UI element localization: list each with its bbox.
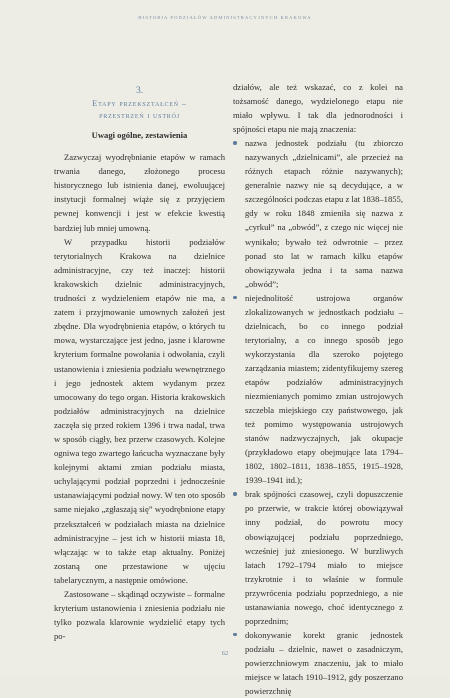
bullet-icon xyxy=(233,633,237,637)
list-item-text: nazwa jednostek podziału (tu zbiorczo nazywanych „dzielnicami”, ale przecież na różnych etapach różnie nazywanych); generalnie nazwy nie są decydujące, a w szczególności podczas etapu z lat 1838–1855, gdy w roku 1848 zmieniła się nazwa z „cyrkuł” na „obwód”, z czego nic więcej nie wynikało; bywało też odwrotnie – przez ponad sto lat w ramach kilku etapów obowiązywała jedna i ta sama nazwa „obwód”; xyxy=(245,138,403,289)
bullet-icon xyxy=(233,141,237,145)
list-item xyxy=(233,487,403,627)
section-number: 3. xyxy=(135,86,144,96)
page-number: 62 xyxy=(221,650,229,657)
bullet-icon xyxy=(233,296,237,300)
section-title-line-2: przestrzeń i ustrój xyxy=(99,111,180,120)
running-head: HISTORIA PODZIAŁÓW ADMINISTRACYJNYCH KRAKOWA xyxy=(138,15,312,20)
subheading: Uwagi ogólne, zestawienia xyxy=(91,130,188,140)
paragraph: W przypadku historii podziałów terytorialnych Krakowa na dzielnice administracyjne, czy też inaczej: historii krakowskich dzielnic administracyjnych, trudności z wydzieleniem etapów nie ma, a zatem i przyjmowanie umownych założeń jest zbędne. Dla wyodrębnienia etapów, o których tu mowa, wystarczające jest jedno, jasne i klarowne kryterium formalne powołania i odwołania, czyli ustanowienia i zniesienia podziału wewnętrznego i jego jednostek aktem wydanym przez umocowany do tego organ. Historia krakowskich podziałów administracyjnych na dzielnice zaczęła się przed rokiem 1396 i trwa nadal, trwa w sposób ciągły, bez przerw czasowych. Kolejne ogniwa tego zwartego łańcucha wyznaczane były kolejnymi aktami zmian podziału miasta, uchylającymi podział poprzedni i jednocześnie ustanawiającymi podział nowy. W ten oto sposób same niejako „zgłaszają się” wyodrębnione etapy przekształceń w podziałach miasta na dzielnice administracyjne – jest ich w historii miasta 18, włączając w to także etap aktualny. Poniżej zostaną one przestawione w ujęciu tabelarycznym, a następnie omówione. xyxy=(54,236,225,585)
list-item xyxy=(233,136,403,291)
right-column xyxy=(233,80,403,698)
bullet-list xyxy=(233,136,403,698)
left-column xyxy=(54,84,225,643)
paragraph: Zazwyczaj wyodrębnianie etapów w ramach trwania danego, złożonego procesu historycznego lub istnienia danej, ewoluującej instytucji formalnej wiąże się z przyjęciem pewnej konwencji i jest w efekcie kwestią bardziej lub mniej umowną. xyxy=(54,152,225,233)
list-item-text: brak spójności czasowej, czyli dopuszczenie po przerwie, w trakcie której obowiązywał inny podział, do powrotu mocy obowiązującej podziału poprzedniego, wcześniej już zniesionego. W burzliwych latach 1792–1794 miało to miejsce trzykrotnie i to właśnie w formule przywrócenia podziału poprzedniego, a nie ustanawiania nowego, choć identycznego z poprzednim; xyxy=(245,489,403,626)
list-item-text: dokonywanie korekt granic jednostek podziału – dzielnic, nawet o zasadniczym, powierzchniowym znaczeniu, jak to miało miejsce w latach 1910–1912, gdy poszerzano powierzchnię xyxy=(245,629,403,697)
list-item xyxy=(233,628,403,698)
list-item xyxy=(233,291,403,488)
section-title-line-1: Etapy przekształceń – xyxy=(92,99,187,108)
list-item-text: niejednolitość ustrojowa organów zlokalizowanych w jednostkach podziału – dzielnicach, bo co innego podział terytorialny, a co innego sposób jego wykorzystania dla szeroko pojętego zarządzania miastem; zidentyfikujemy szereg etapów podziałów administracyjnych niezmienianych pomimo zmian ustrojowych szczebla miejskiego czy państwowego, jak też pomimo występowania ustrojowych stanów nadzwyczajnych, jak okupacje (przykładowo etapy obejmujące lata 1794–1802, 1802–1811, 1838–1855, 1915–1928, 1939–1941 itd.); xyxy=(245,292,403,486)
paragraph: Zastosowane – skądinąd oczywiste – formalne kryterium ustanowienia i zniesienia podziału nie tylko pozwala klarownie wydzielić etapy tych po- xyxy=(54,589,225,642)
bullet-icon xyxy=(233,492,237,496)
paragraph: działów, ale też wskazać, co z kolei na tożsamość danego, wydzielonego etapu nie miało wpływu. I tak dla jednorodności i spójności etapu nie mają znaczenia: xyxy=(233,82,403,135)
